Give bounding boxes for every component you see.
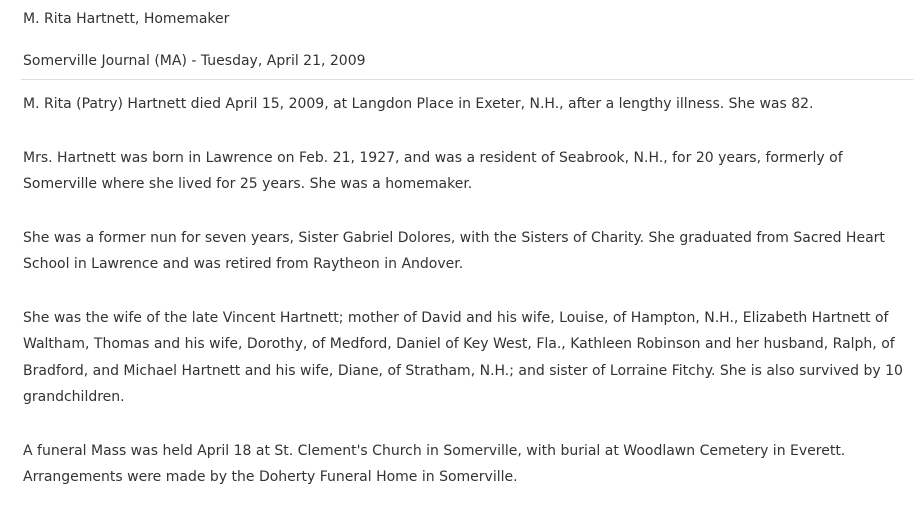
obituary-title: M. Rita Hartnett, Homemaker [23, 11, 230, 27]
obituary-body [23, 91, 908, 518]
paragraph-family: She was the wife of the late Vincent Hartnett; mother of David and his wife, Louise, of Hampton, N.H., Elizabeth Hartnett of Waltham, Thomas and his wife, Dorothy, of Medford, Daniel of Key West, Fla., Kathleen Robinson and her husband, Ralph, of Bradford, and Michael Hartnett and his wife, Diane, of Stratham, N.H.; and sister of Lorraine Fitchy. She is also survived by 10 grandchildren. [23, 309, 903, 405]
paragraph-death-notice: M. Rita (Patry) Hartnett died April 15, 2009, at Langdon Place in Exeter, N.H., after a lengthy illness. She was 82. [23, 96, 814, 112]
paragraph-funeral: A funeral Mass was held April 18 at St. Clement's Church in Somerville, with burial at Woodlawn Cemetery in Everett. Arrangements were made by the Doherty Funeral Home in Somerville. [23, 442, 846, 485]
paragraph-career: She was a former nun for seven years, Sister Gabriel Dolores, with the Sisters of Charity. She graduated from Sacred Heart School in Lawrence and was retired from Raytheon in Andover. [23, 229, 885, 272]
paragraph-biography: Mrs. Hartnett was born in Lawrence on Feb. 21, 1927, and was a resident of Seabrook, N.H., for 20 years, formerly of Somerville where she lived for 25 years. She was a homemaker. [23, 149, 843, 192]
publication-source: Somerville Journal (MA) - Tuesday, April 21, 2009 [23, 53, 366, 69]
header-divider [21, 79, 913, 80]
